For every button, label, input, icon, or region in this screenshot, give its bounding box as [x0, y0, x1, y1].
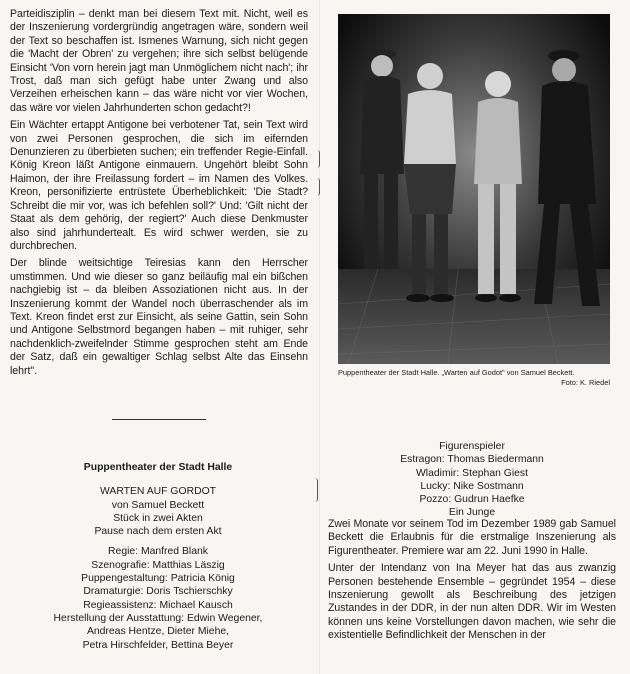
paragraph: Ein Wächter ertappt Antigone bei verbotener Tat, sein Text wird von zwei Personen gesprochen, die sich im eifernden Denunzieren zu überbieten suchen; ein treffender Regie-Einfall. König Kreon läßt Antigone einmauern. Ungehört bleibt Sohn Haimon, der ihre Freilassung fordert – im Namen des Volkes. Kreon, personifizierte entrüstete Überheblichkeit: 'Die Stadt? Schreibt die mir vor, was ich befehlen soll?' Und: 'Gilt nicht der Staat als dem gehörig, der regiert?' Auch diese Denkmuster also sind jahrhundertealt. Es wird schwer werden, sie zu durchbrechen. — [10, 119, 308, 252]
crew-line: Herstellung der Ausstattung: Edwin Wegener, — [53, 612, 263, 624]
cast-line: Ein Junge — [448, 507, 496, 519]
crew-line: Petra Hirschfelder, Bettina Beyer — [82, 639, 234, 651]
section-divider — [112, 419, 206, 420]
fold-mark — [314, 478, 318, 502]
photo-caption — [338, 368, 610, 388]
page-fold — [319, 0, 320, 674]
production-credits — [36, 461, 280, 652]
right-text-column — [328, 518, 616, 647]
play-line: WARTEN AUF GORDOT — [99, 486, 217, 498]
cast-list — [372, 440, 572, 520]
theatre-name: Puppentheater der Stadt Halle — [83, 462, 233, 473]
crew-line: Szenografie: Matthias Läszig — [91, 559, 225, 571]
crew-line: Regieassistenz: Michael Kausch — [83, 599, 233, 611]
paragraph: Unter der Intendanz von Ina Meyer hat das aus zwanzig Personen bestehende Ensemble – gegründet 1954 – diese Inszenierung gewollt als Beschreibung des jetzigen Zustandes in der DDR, in der nun alten DDR. Wir im Westen können uns keine Vorstellungen davon machen, wie sehr die existentielle Befindlichkeit der Menschen in der — [328, 562, 616, 642]
play-line: Pause nach dem ersten Akt — [94, 526, 222, 538]
fold-mark — [316, 150, 320, 168]
photo-credit: Foto: K. Riedel — [561, 378, 610, 387]
cast-line: Pozzo: Gudrun Haefke — [419, 494, 525, 506]
cast-line: Estragon: Thomas Biedermann — [400, 454, 544, 466]
stage-photo — [338, 14, 610, 364]
stage-photo-illustration — [338, 14, 610, 364]
cast-line: Lucky: Nike Sostmann — [420, 480, 524, 492]
cast-line: Wladimir: Stephan Giest — [415, 467, 529, 479]
crew-line: Puppengestaltung: Patricia König — [81, 573, 235, 585]
paragraph: Der blinde weitsichtige Teiresias kann den Herrscher umstimmen. Und wie dieser so ganz beiläufig mal ein bißchen nachgiebig ist – da bleiben Assoziationen nicht aus. In der Inszenierung kommt der Wandel noch überraschender als im Text. Kreon findet erst zur Einsicht, als seine Gattin, sein Sohn und Antigone Selbstmord begangen haben – mit ruhiger, sehr nachdenklich-zweifelnder Stimme gesprochen steht am Ende der Satz, daß ein gewaltiger Schlag selbst Alte das Einsehn lehrt". — [10, 257, 308, 377]
paragraph: Zwei Monate vor seinem Tod im Dezember 1989 gab Samuel Beckett die Erlaubnis für die erstmalige Inszenierung als Figurentheater. Premiere war am 22. Juni 1990 in Halle. — [328, 518, 616, 557]
fold-mark — [316, 178, 320, 196]
cast-heading: Figurenspieler — [439, 441, 505, 452]
play-line: von Samuel Beckett — [111, 499, 205, 511]
play-line: Stück in zwei Akten — [113, 512, 203, 524]
paragraph: Parteidisziplin – denkt man bei diesem Text mit. Nicht, weil es der Inszenierung vordergründig angetragen wäre, sondern weil der Text so beschaffen ist. Ismenes Warnung, sich nicht gegen die 'Macht der Obren' zu vergehen; ihre sich selbst belügende Einsicht 'Von vorn herein jagt man Unmöglichem nicht nach'; ihr Trost, daß man sich gefügt habe unter Zwang und also Verzeihen erheischen kann – das wäre nicht vor vier Wochen, das wäre vor vielen Jahrhunderten schon gedacht?! — [10, 8, 308, 114]
caption-text: Puppentheater der Stadt Halle. „Warten auf Godot" von Samuel Beckett. — [338, 368, 575, 377]
left-text-column — [10, 8, 308, 382]
crew-line: Andreas Hentze, Dieter Miehe, — [86, 626, 230, 638]
spacer — [36, 538, 280, 545]
crew-line: Regie: Manfred Blank — [108, 546, 208, 558]
crew-line: Dramaturgie: Doris Tschierschky — [83, 586, 233, 598]
